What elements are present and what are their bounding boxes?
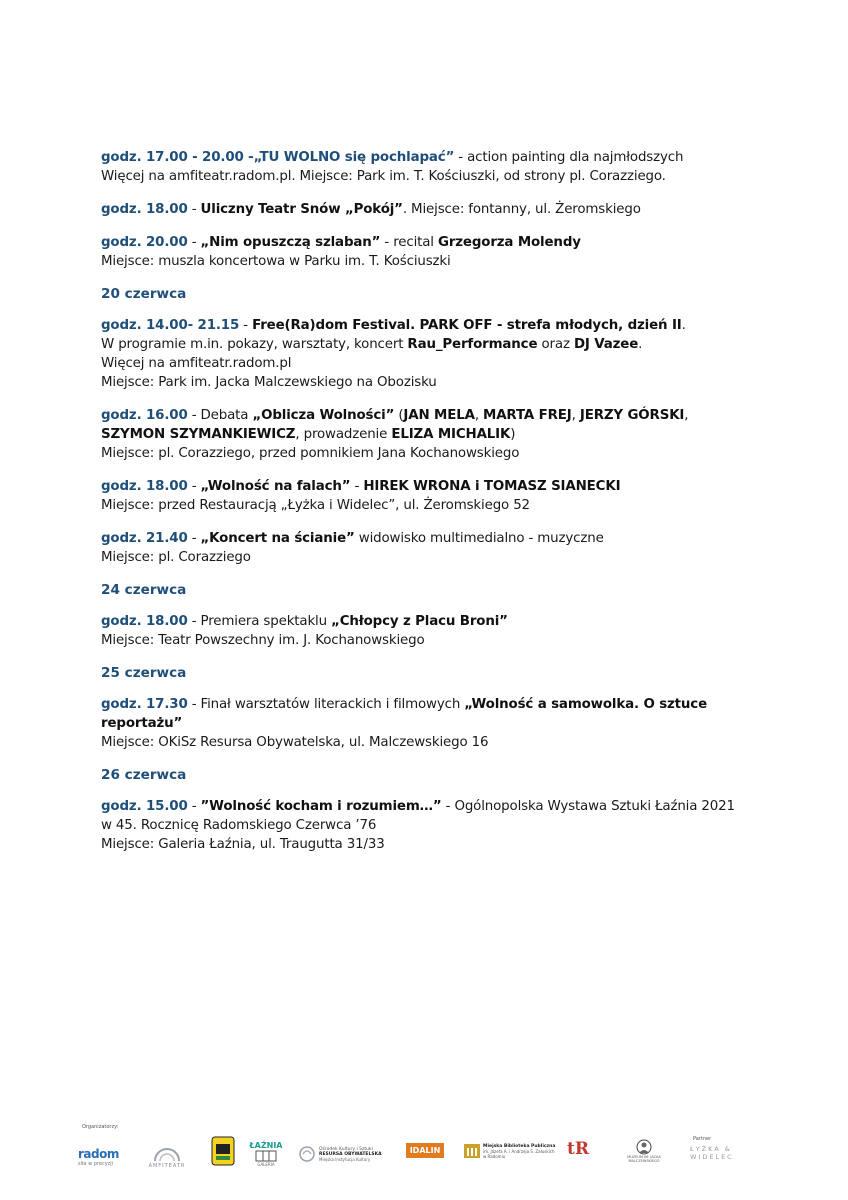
date-heading-20: 20 czerwca — [101, 286, 187, 302]
event-place: Miejsce: Teatr Powszechny im. J. Kochanowskiego — [101, 633, 425, 648]
punct: ( — [394, 408, 404, 423]
event-artist: DJ Vazee — [573, 337, 639, 352]
event-wolnosc-na-falach — [101, 477, 741, 515]
event-artist: Grzegorza Molendy — [437, 235, 581, 250]
event-place: Miejsce: Galeria Łaźnia, ul. Traugutta 31/33 — [101, 837, 385, 852]
event-artist: HIREK WRONA i TOMASZ SIANECKI — [363, 479, 621, 494]
museum-text: MUZEUM IM. JACKA MALCZEWSKIEGO — [627, 1155, 661, 1163]
event-tu-wolno — [101, 148, 741, 186]
resursa-text — [319, 1147, 382, 1162]
event-desc: - recital — [380, 235, 438, 250]
event-time: godz. 21.40 — [101, 531, 188, 546]
library-building-icon — [464, 1144, 480, 1158]
event-desc: - Finał warsztatów literackich i filmowych — [187, 697, 465, 712]
event-time: godz. 17.30 — [101, 697, 188, 712]
event-debata — [101, 406, 741, 463]
resursa-swirl-icon — [298, 1145, 316, 1163]
date-heading-26: 26 czerwca — [101, 767, 187, 783]
guest-name: SZYMON SZYMANKIEWICZ — [101, 427, 296, 442]
event-schedule — [101, 148, 741, 854]
event-title: „Nim opuszczą szlaban” — [200, 235, 381, 250]
event-desc: - Premiera spektaklu — [187, 614, 332, 629]
teatr-text: tR — [567, 1139, 589, 1159]
idalin-logo — [400, 1138, 450, 1162]
library-line1: Miejska Biblioteka Publiczna — [483, 1143, 556, 1149]
idalin-text: IDALIN — [406, 1143, 445, 1158]
punct: . — [638, 337, 643, 352]
laznia-sub: GALERIA — [257, 1162, 275, 1167]
event-chlopcy — [101, 612, 741, 650]
sztuka-logo — [210, 1134, 236, 1168]
event-place: Miejsce: muszla koncertowa w Parku im. T. Kościuszki — [101, 254, 451, 269]
partner-label: Partner — [693, 1136, 712, 1142]
event-title: „Chłopcy z Placu Broni” — [331, 614, 508, 629]
event-freeradom — [101, 316, 741, 392]
guest-name: JAN MELA — [403, 408, 475, 423]
event-title: ”Wolność kocham i rozumiem…” — [200, 799, 442, 814]
event-place: Miejsce: przed Restauracją „Łyżka i Widelec”, ul. Żeromskiego 52 — [101, 498, 530, 513]
event-time: godz. 15.00 — [101, 799, 188, 814]
library-line3: w Radomiu — [483, 1153, 506, 1159]
library-text — [483, 1144, 555, 1159]
separator: - — [187, 531, 201, 546]
event-time: godz. 14.00- 21.15 — [101, 318, 240, 333]
event-place: Miejsce: OKiSz Resursa Obywatelska, ul. Malczewskiego 16 — [101, 735, 489, 750]
event-time: godz. 18.00 — [101, 479, 188, 494]
event-title: „Wolność a samowolka. O sztuce reportażu” — [101, 697, 708, 731]
separator: - — [187, 479, 201, 494]
partner-logo — [690, 1146, 774, 1160]
amfiteatr-text: AMFITEATR — [148, 1163, 186, 1169]
event-place: Miejsce: pl. Corazziego, przed pomnikiem Jana Kochanowskiego — [101, 446, 520, 461]
sponsor-footer — [78, 1124, 778, 1184]
laznia-grid-icon — [255, 1150, 277, 1162]
laznia-text: ŁAŹNIA — [249, 1141, 283, 1150]
event-final-warsztatow — [101, 695, 741, 752]
event-place: Miejsce: pl. Corazziego — [101, 550, 251, 565]
amfiteatr-arc-icon — [152, 1143, 182, 1163]
separator: - — [187, 799, 201, 814]
event-time: godz. 18.00 — [101, 202, 188, 217]
event-desc: . Miejsce: fontanny, ul. Żeromskiego — [402, 202, 641, 217]
event-artist: Rau_Performance — [407, 337, 538, 352]
partner-text: ŁYŻKA & WIDELEC — [690, 1145, 734, 1161]
event-wystawa-laznia — [101, 797, 741, 854]
laznia-logo — [246, 1136, 286, 1172]
punct: , — [571, 408, 580, 423]
event-desc: - Ogólnopolska Wystawa Sztuki Łaźnia 2021 w 45. Rocznicę Radomskiego Czerwca ’76 — [101, 799, 735, 833]
resursa-line3: Miejska Instytucja Kultury — [319, 1156, 371, 1162]
event-info: Więcej na amfiteatr.radom.pl. Miejsce: Park im. T. Kościuszki, od strony pl. Corazziego. — [101, 169, 666, 184]
event-desc: widowisko multimedialno - muzyczne — [354, 531, 604, 546]
library-logo — [464, 1136, 574, 1166]
radom-tagline: siła w precyzji — [78, 1161, 114, 1167]
moderator-name: ELIZA MICHALIK — [391, 427, 511, 442]
event-time: godz. 17.00 - 20.00 - — [101, 150, 254, 165]
library-line2: im. Józefa A. i Andrzeja S. Załuskich — [483, 1148, 555, 1154]
resursa-line2: RESURSA OBYWATELSKA — [319, 1151, 382, 1157]
radom-logo — [78, 1140, 128, 1174]
separator: - — [187, 235, 201, 250]
event-desc: , prowadzenie — [295, 427, 392, 442]
event-title: „TU WOLNO się pochlapać” — [253, 150, 455, 165]
event-ulice-teatr — [101, 200, 741, 219]
sztuka-badge-icon — [211, 1136, 235, 1166]
event-place: Miejsce: Park im. Jacka Malczewskiego na Obozisku — [101, 375, 437, 390]
event-desc: - action painting dla najmłodszych — [454, 150, 684, 165]
date-heading-24: 24 czerwca — [101, 582, 187, 598]
teatr-logo — [564, 1134, 592, 1164]
museum-logo — [614, 1134, 674, 1168]
radom-logo-text: radom — [78, 1147, 119, 1161]
separator: - — [350, 479, 364, 494]
punct: , — [474, 408, 484, 423]
separator: - — [239, 318, 253, 333]
museum-portrait-icon — [636, 1139, 652, 1155]
event-title: Free(Ra)dom Festival. PARK OFF - strefa młodych, dzień II — [252, 318, 682, 333]
event-desc: W programie m.in. pokazy, warsztaty, koncert — [101, 337, 408, 352]
connector: oraz — [537, 337, 574, 352]
event-time: godz. 18.00 — [101, 614, 188, 629]
resursa-line1: Ośrodek Kultury i Sztuki — [319, 1146, 373, 1152]
date-heading-25: 25 czerwca — [101, 665, 187, 681]
event-title: „Oblicza Wolności” — [252, 408, 395, 423]
guest-name: JERZY GÓRSKI — [579, 408, 685, 423]
punct: ) — [510, 427, 516, 442]
separator: - Debata — [187, 408, 253, 423]
organizers-label: Organizatorzy: — [82, 1124, 119, 1130]
event-title: „Koncert na ścianie” — [200, 531, 355, 546]
punct: , — [684, 408, 689, 423]
event-time: godz. 20.00 — [101, 235, 188, 250]
separator: - — [187, 202, 201, 217]
event-title: Uliczny Teatr Snów „Pokój” — [200, 202, 403, 217]
event-nim-opuszcza — [101, 233, 741, 271]
event-time: godz. 16.00 — [101, 408, 188, 423]
event-title: „Wolność na falach” — [200, 479, 351, 494]
event-info: Więcej na amfiteatr.radom.pl — [101, 356, 292, 371]
event-koncert-na-scianie — [101, 529, 741, 567]
amfiteatr-logo — [142, 1136, 192, 1176]
punct: . — [681, 318, 686, 333]
resursa-logo — [298, 1138, 398, 1170]
guest-name: MARTA FREJ — [483, 408, 572, 423]
